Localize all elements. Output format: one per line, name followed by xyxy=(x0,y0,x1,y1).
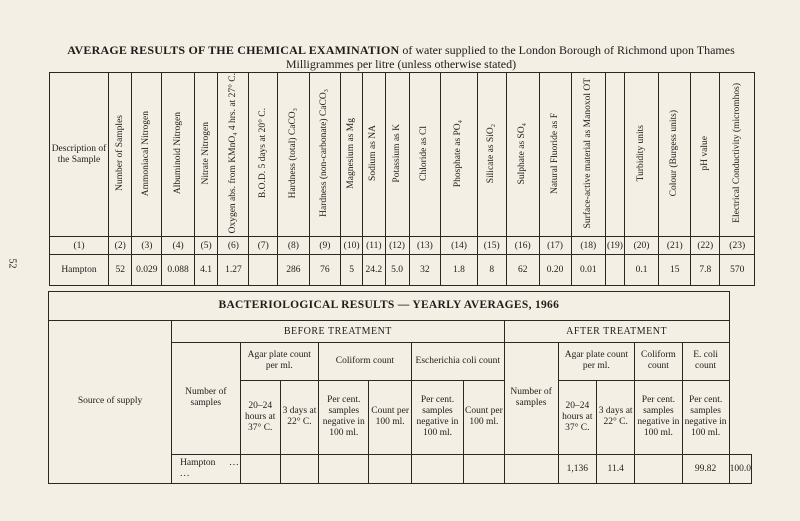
after-agar-days-header: 3 days at 22° C. xyxy=(597,380,635,454)
chemical-column-number-5: (5) xyxy=(194,237,217,255)
chemical-header-col-2 xyxy=(109,73,132,237)
chemical-value-col-18: 0.01 xyxy=(571,255,606,286)
bacteriological-results-table xyxy=(48,291,752,484)
before-agar-hours-header: 20–24 hours at 37° C. xyxy=(240,380,280,454)
after-treatment-header: AFTER TREATMENT xyxy=(504,320,729,342)
chemical-header-col-22 xyxy=(691,73,720,237)
chemical-header-label-4: Albuminoid Nitrogen xyxy=(172,112,183,195)
chemical-subtitle: Milligrammes per litre (unless otherwise stated) xyxy=(285,57,517,71)
before-samples-cell xyxy=(240,455,280,484)
source-of-supply-header: Source of supply xyxy=(49,320,172,483)
before-ecoli-percent-cell xyxy=(464,455,505,484)
chemical-value-col-12: 5.0 xyxy=(385,255,409,286)
chemical-column-number-12: (12) xyxy=(385,237,409,255)
chemical-header-col-3 xyxy=(132,73,162,237)
chemical-column-number-18: (18) xyxy=(571,237,606,255)
chemical-column-number-8: (8) xyxy=(278,237,310,255)
chemical-header-col-9 xyxy=(309,73,340,237)
chemical-header-col-15 xyxy=(477,73,506,237)
chemical-header-label-10: Magnesium as Mg xyxy=(346,117,357,189)
chemical-header-label-6: Oxygen abs. from KMnO₄ 4 hrs. at 27° C. xyxy=(227,73,238,234)
chemical-title xyxy=(46,43,756,71)
chemical-header-col-5 xyxy=(194,73,217,237)
chemical-column-number-4: (4) xyxy=(162,237,195,255)
chemical-header-label-21: Colour (Burgess units) xyxy=(669,110,680,197)
chemical-column-number-23: (23) xyxy=(720,237,755,255)
chemical-value-col-13: 32 xyxy=(409,255,441,286)
source-cell xyxy=(172,455,240,484)
chemical-header-label-5: Nitrate Nitrogen xyxy=(200,121,211,185)
chemical-header-col-23 xyxy=(720,73,755,237)
after-coliform-header: Coliform count xyxy=(635,342,682,380)
chemical-value-col-10: 5 xyxy=(340,255,362,286)
chemical-header-col-7 xyxy=(249,73,278,237)
chemical-value-col-2: 52 xyxy=(109,255,132,286)
chemical-value-col-23: 570 xyxy=(720,255,755,286)
chemical-header-label-14: Phosphate as PO₄ xyxy=(453,119,464,187)
chemical-column-number-6: (6) xyxy=(218,237,249,255)
chemical-header-col-14 xyxy=(441,73,477,237)
chemical-header-col-1 xyxy=(50,73,109,237)
chemical-column-number-16: (16) xyxy=(506,237,539,255)
chemical-header-label-1: Description of the Sample xyxy=(51,143,107,165)
before-coliform-percent-header: Per cent. samples negative in 100 ml. xyxy=(319,380,369,454)
chemical-header-label-16: Sulphate as SO₄ xyxy=(517,122,528,184)
chemical-header-label-22: pH value xyxy=(699,135,710,171)
chemical-header-label-3: Ammoniacal Nitrogen xyxy=(141,110,152,196)
source-name: Hampton xyxy=(180,458,216,469)
chemical-header-col-4 xyxy=(162,73,195,237)
chemical-column-number-14: (14) xyxy=(441,237,477,255)
chemical-value-col-15: 8 xyxy=(477,255,506,286)
chemical-value-col-8: 286 xyxy=(278,255,310,286)
chemical-header-col-10 xyxy=(340,73,362,237)
chemical-header-col-6 xyxy=(218,73,249,237)
chemical-header-col-13 xyxy=(409,73,441,237)
chemical-value-col-1: Hampton xyxy=(50,255,109,286)
before-agar-header: Agar plate count per ml. xyxy=(240,342,318,380)
before-number-of-samples-header: Number of samples xyxy=(172,342,240,455)
chemical-header-row xyxy=(50,73,755,237)
before-agar-hours-cell xyxy=(280,455,318,484)
chemical-header-label-12: Potassium as K xyxy=(391,123,402,183)
chemical-column-number-22: (22) xyxy=(691,237,720,255)
leader-dots: ... ... xyxy=(180,458,240,480)
chemical-value-col-16: 62 xyxy=(506,255,539,286)
after-samples-cell: 1,136 xyxy=(558,455,597,484)
chemical-results-table xyxy=(49,72,755,286)
chemical-header-label-9: Hardness (non-carbonate) CaCO₃ xyxy=(319,89,330,218)
chemical-header-col-12 xyxy=(385,73,409,237)
before-agar-days-header: 3 days at 22° C. xyxy=(280,380,318,454)
chemical-header-label-20: Turbidity units xyxy=(636,125,647,182)
before-ecoli-percent-header: Per cent. samples negative in 100 ml. xyxy=(411,380,463,454)
chemical-header-label-15: Silicate as SiO₂ xyxy=(486,123,497,183)
page-number: 52 xyxy=(6,258,18,269)
chemical-value-col-22: 7.8 xyxy=(691,255,720,286)
chemical-header-col-11 xyxy=(363,73,385,237)
chemical-header-col-17 xyxy=(539,73,571,237)
chemical-header-col-8 xyxy=(278,73,310,237)
after-ecoli-percent-header: Per cent. samples negative in 100 ml. xyxy=(682,380,729,454)
chemical-header-col-20 xyxy=(624,73,658,237)
chemical-title-rest: of water supplied to the London Borough of Richmond upon Thames xyxy=(402,43,735,57)
chemical-header-label-23: Electrical Conductivity (micromhos) xyxy=(731,83,742,224)
chemical-header-label-18: Surface-active material as Manoxol OT xyxy=(582,78,593,229)
chemical-column-number-7: (7) xyxy=(249,237,278,255)
chemical-column-number-1: (1) xyxy=(50,237,109,255)
after-coliform-percent-header: Per cent. samples negative in 100 ml. xyxy=(635,380,682,454)
chemical-column-number-10: (10) xyxy=(340,237,362,255)
chemical-value-col-7 xyxy=(249,255,278,286)
after-ecoli-cell: 100.0 xyxy=(729,455,751,484)
chemical-header-col-21 xyxy=(659,73,691,237)
chemical-column-number-11: (11) xyxy=(363,237,385,255)
after-agar-days-cell xyxy=(635,455,682,484)
chemical-header-label-7: B.O.D. 5 days at 20° C. xyxy=(257,108,268,199)
bacteriological-title: BACTERIOLOGICAL RESULTS — YEARLY AVERAGES, 1966 xyxy=(49,292,730,321)
chemical-data-row xyxy=(50,255,755,286)
chemical-value-col-6: 1.27 xyxy=(218,255,249,286)
chemical-header-label-17: Natural Fluoride as F xyxy=(549,112,560,194)
chemical-column-number-2: (2) xyxy=(109,237,132,255)
chemical-header-label-8: Hardness (total) CaCO₃ xyxy=(287,108,298,199)
chemical-value-col-9: 76 xyxy=(309,255,340,286)
chemical-header-col-18 xyxy=(571,73,606,237)
chemical-column-number-3: (3) xyxy=(132,237,162,255)
chemical-column-number-20: (20) xyxy=(624,237,658,255)
chemical-header-label-13: Chloride as Cl xyxy=(419,125,430,181)
before-treatment-header: BEFORE TREATMENT xyxy=(172,320,505,342)
chemical-column-number-9: (9) xyxy=(309,237,340,255)
chemical-column-number-17: (17) xyxy=(539,237,571,255)
after-agar-hours-cell: 11.4 xyxy=(597,455,635,484)
chemical-value-col-4: 0.088 xyxy=(162,255,195,286)
chemical-column-number-row xyxy=(50,237,755,255)
chemical-column-number-19: (19) xyxy=(606,237,625,255)
chemical-header-label-11: Sodium as NA xyxy=(368,125,379,182)
chemical-column-number-13: (13) xyxy=(409,237,441,255)
chemical-header-col-19 xyxy=(606,73,625,237)
chemical-title-caps: AVERAGE RESULTS OF THE CHEMICAL EXAMINATION xyxy=(67,43,400,57)
before-agar-days-cell xyxy=(319,455,369,484)
chemical-header-label-2: Number of Samples xyxy=(114,115,125,192)
before-coliform-header: Coliform count xyxy=(319,342,412,380)
chemical-value-col-14: 1.8 xyxy=(441,255,477,286)
before-ecoli-count-header: Count per 100 ml. xyxy=(464,380,505,454)
after-coliform-cell: 99.82 xyxy=(682,455,729,484)
before-coliform-percent-cell xyxy=(369,455,411,484)
chemical-value-col-11: 24.2 xyxy=(363,255,385,286)
chemical-value-col-20: 0.1 xyxy=(624,255,658,286)
after-agar-hours-header: 20–24 hours at 37° C. xyxy=(558,380,597,454)
chemical-header-col-16 xyxy=(506,73,539,237)
chemical-value-col-19 xyxy=(606,255,625,286)
chemical-value-col-5: 4.1 xyxy=(194,255,217,286)
chemical-value-col-17: 0.20 xyxy=(539,255,571,286)
chemical-value-col-3: 0.029 xyxy=(132,255,162,286)
before-ecoli-header: Escherichia coli count xyxy=(411,342,504,380)
chemical-column-number-15: (15) xyxy=(477,237,506,255)
after-number-of-samples-header: Number of samples xyxy=(504,342,558,455)
after-ecoli-header: E. coli count xyxy=(682,342,729,380)
chemical-column-number-21: (21) xyxy=(659,237,691,255)
before-coliform-count-header: Count per 100 ml. xyxy=(369,380,411,454)
before-ecoli-count-cell xyxy=(504,455,558,484)
after-agar-header: Agar plate count per ml. xyxy=(558,342,635,380)
before-coliform-count-cell xyxy=(411,455,463,484)
chemical-value-col-21: 15 xyxy=(659,255,691,286)
